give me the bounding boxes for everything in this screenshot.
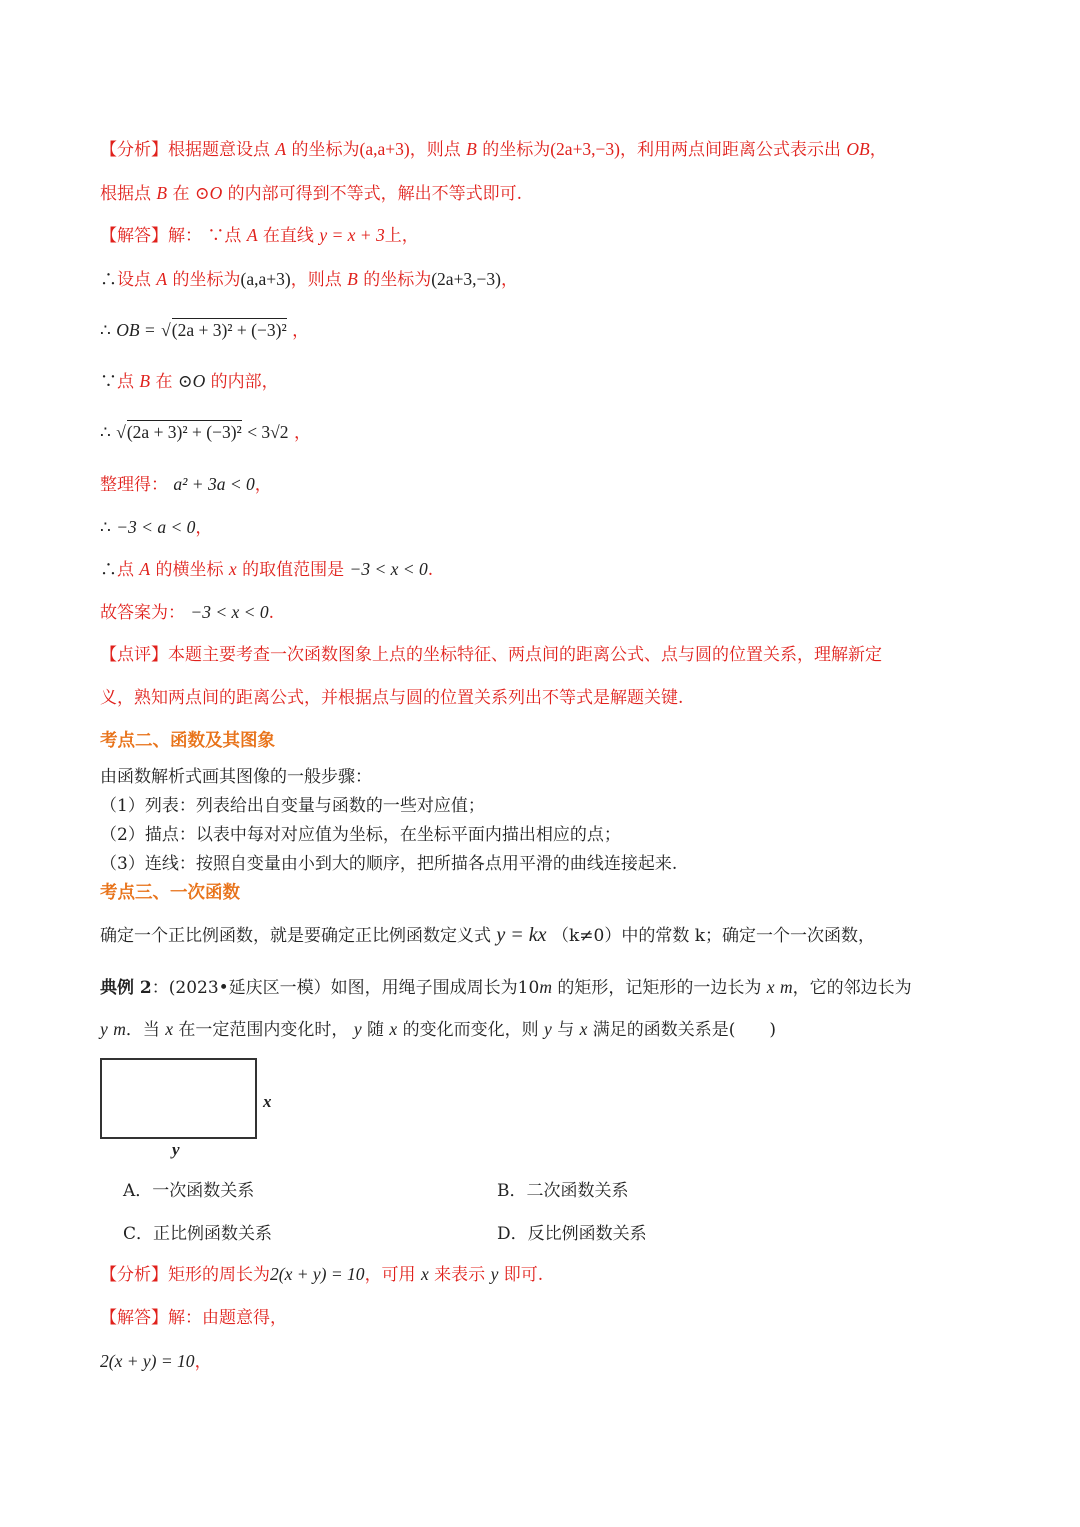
section2-title: 考点二、函数及其图象	[100, 731, 275, 751]
solution-line-7: ∴ −3 < a < 0，	[100, 517, 213, 538]
section2-step1: （1）列表：列表给出自变量与函数的一些对应值；	[100, 796, 485, 816]
solution2-line-1: 【解答】解：由题意得，	[100, 1308, 287, 1328]
side-label-y: y	[172, 1140, 180, 1159]
rectangle-figure	[100, 1058, 257, 1139]
option-b: B．二次函数关系	[497, 1181, 629, 1201]
section3-text: 确定一个正比例函数，就是要确定正比例函数定义式 y = kx （k≠0）中的常数 k；确定一个一次函数，	[100, 924, 876, 946]
section2-step2: （2）描点：以表中每对对应值为坐标，在坐标平面内描出相应的点；	[100, 825, 621, 845]
solution-line-6: 整理得： a² + 3a < 0，	[100, 474, 272, 495]
analysis-tag: 【分析】	[100, 140, 168, 160]
solution-line-2: ∴设点 A 的坐标为(a,a+3)，则点 B 的坐标为(2a+3,−3)，	[100, 269, 519, 290]
solution-line-3: ∴ OB = √(2a + 3)² + (−3)² ，	[100, 320, 310, 341]
option-d: D．反比例函数关系	[497, 1224, 647, 1244]
section3-title: 考点三、一次函数	[100, 883, 240, 903]
analysis-line-2: 根据点 B 在 ⊙O 的内部可得到不等式，解出不等式即可.	[100, 183, 523, 204]
option-a: A．一次函数关系	[123, 1181, 255, 1201]
solution-line-1: 【解答】解： ∵点 A 在直线 y = x + 3上，	[100, 225, 419, 246]
solution-line-4: ∵点 B 在 ⊙O 的内部，	[100, 371, 279, 392]
analysis-line-1: 【分析】根据题意设点 A 的坐标为(a,a+3)，则点 B 的坐标为(2a+3,−3)，利用两点间距离公式表示出 OB，	[100, 139, 887, 160]
solution-line-8: ∴点 A 的横坐标 x 的取值范围是 −3 < x < 0.	[100, 559, 434, 580]
side-label-x: x	[263, 1092, 272, 1111]
option-c: C．正比例函数关系	[123, 1224, 273, 1244]
comment-tag: 【点评】	[100, 645, 168, 665]
solution-tag: 【解答】	[100, 226, 168, 246]
analysis2-line: 【分析】矩形的周长为2(x + y) = 10，可用 x 来表示 y 即可.	[100, 1264, 544, 1285]
solution-line-9: 故答案为： −3 < x < 0.	[100, 602, 275, 623]
example-label: 典例 2	[100, 978, 152, 998]
comment-line-2: 义，熟知两点间的距离公式，并根据点与圆的位置关系列出不等式是解题关键.	[100, 688, 684, 708]
example2-line-2: y m．当 x 在一定范围内变化时， y 随 x 的变化而变化，则 y 与 x 满足的函数关系是( )	[100, 1019, 777, 1040]
solution2-line-2: 2(x + y) = 10，	[100, 1351, 212, 1372]
example2-line-1: 典例 2：(2023•延庆区一模）如图，用绳子围成周长为10m 的矩形，记矩形的一边长为 x m，它的邻边长为	[100, 977, 912, 998]
sqrt-radicand: (2a + 3)² + (−3)²	[171, 320, 287, 340]
solution-line-5: ∴ √(2a + 3)² + (−3)² < 3√2 ，	[100, 422, 311, 443]
solution2-tag: 【解答】	[100, 1308, 168, 1328]
analysis2-tag: 【分析】	[100, 1265, 168, 1285]
section2-step3: （3）连线：按照自变量由小到大的顺序，把所描各点用平滑的曲线连接起来.	[100, 854, 678, 874]
section2-intro: 由函数解析式画其图像的一般步骤：	[100, 767, 372, 787]
comment-line-1: 【点评】本题主要考查一次函数图象上点的坐标特征、两点间的距离公式、点与圆的位置关系，理解新定	[100, 645, 882, 665]
